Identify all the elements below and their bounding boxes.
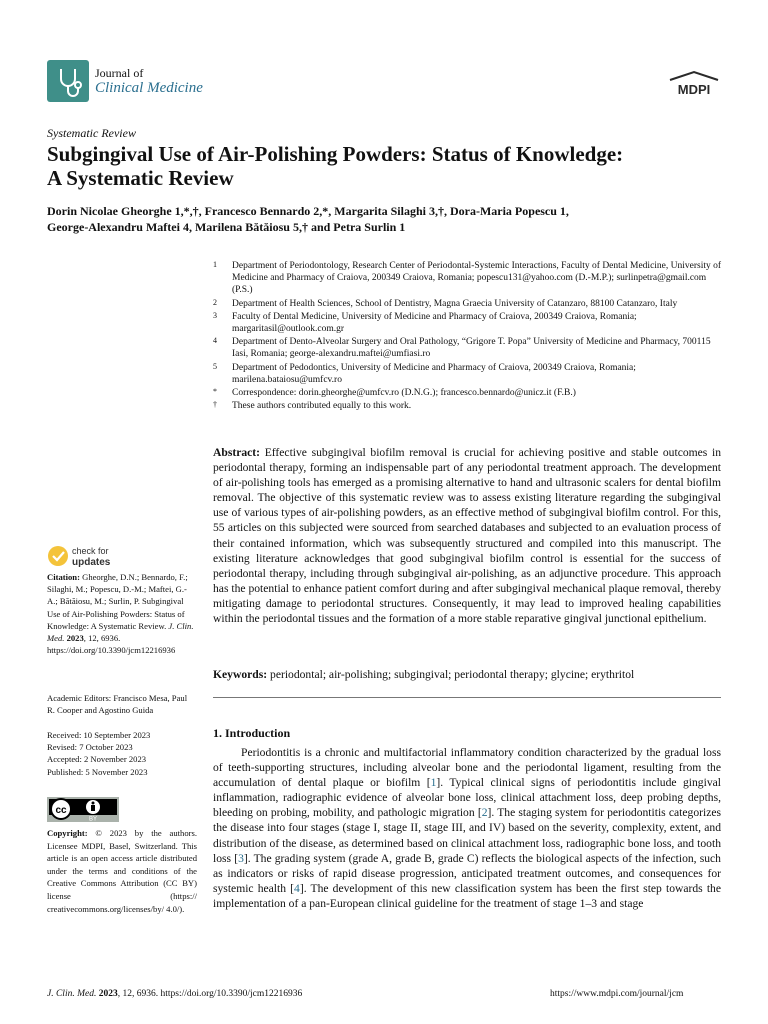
affiliation-item (213, 311, 728, 335)
affiliation-text: Department of Health Sciences, School of Dentistry, Magna Graecia University of Catanzaro, 88100 Catanzaro, Italy (232, 298, 678, 309)
abstract-text: Effective subgingival biofilm removal is crucial for achieving positive and stable outcomes in periodontal therapy, forming an indispensable part of any periodontal treatment approach. The development of air-polishing tools has emerged as a promising alternative to hand and ultrasonic scalers for dental biofilm removal. The objective of this systematic review was to assess existing literature regarding the subgingival use of various types of air-polishing powders, as an effective method of subgingival biofilm control. For this, 55 articles on this subjected were sourced from searched databases and subjected to an evaluation process of their contained information, which was subsequently structured and compiled into this manuscript. The existing literature acknowledges that good subgingival biofilm control is essential for the success of periodontal therapy, including through subgingival air-polishing, as an adjunctive procedure. This approach has the potential to enhance patient comfort during and after subgingival mechanical plaque removal, thereby mitigating damage to periodontal structures. Consequently, it may lead to improved healing capabilities within the periodontal tissues and the formation of a more stable reparative gingival junctional epithelium. (213, 446, 721, 626)
citation-volume[interactable]: , 12, 6936. https://doi.org/10.3390/jcm12216936 (47, 633, 176, 656)
affiliation-item (213, 387, 728, 399)
author-list (47, 203, 727, 235)
affiliation-num: 3 (213, 310, 217, 320)
footer-year: 2023 (98, 989, 118, 999)
citation (47, 571, 197, 656)
article-type: Systematic Review (47, 126, 136, 140)
abstract (213, 445, 721, 626)
footer-journal: J. Clin. Med. (47, 989, 97, 999)
cc-by-license-icon[interactable] (47, 797, 119, 822)
affiliation-item (213, 298, 728, 310)
copyright-text: © 2023 by the authors. Licensee MDPI, Basel, Switzerland. This article is an open access article distributed under the terms and conditions of the Creative Commons Attribution (CC BY) license (https:// creativecommons.org/licenses/by/ 4.0/). (47, 828, 197, 914)
intro-text-5: ]. The development of this new classification system has been the first step towards the implementation of a pan-European clinical guideline for the treatment of stage 1–3 and stage (213, 881, 721, 910)
authors-line-1 (47, 203, 727, 219)
affiliation-num: † (213, 400, 217, 410)
date-accepted: Accepted: 2 November 2023 (47, 754, 147, 765)
academic-editors: Academic Editors: Francisco Mesa, Paul R. Cooper and Agostino Guida (47, 693, 188, 716)
intro-text-4: ]. The grading system (grade A, grade B, grade C) reflects the biological aspects of the infection, such as indicators or risks of rapid disease progression, anticipated treatment outcomes, and consequences for systemic health [ (213, 851, 721, 895)
copyright-label: Copyright: (47, 828, 88, 838)
keywords (213, 667, 721, 682)
affiliation-text: Faculty of Dental Medicine, University of Medicine and Pharmacy of Craiova, 200349 Craiova, Romania; margaritasil@outlook.com.gr (232, 311, 637, 335)
intro-paragraph (213, 745, 721, 911)
intro-text-1: Periodontitis is a chronic and multifactorial inflammatory condition characterized by the gradual loss of teeth-supporting structures, including alveolar bone and the periodontal ligament, resulting from the accumulation of dental plaque or biofilm [ (213, 746, 721, 790)
journal-logo-icon (47, 60, 89, 102)
affiliation-text: These authors contributed equally to this work. (232, 401, 412, 412)
authors-text-1: Dorin Nicolae Gheorghe 1,*,†, Francesco Bennardo 2,*, Margarita Silaghi 3,†, Dora-Maria Popescu 1, (47, 204, 569, 218)
introduction-text (213, 745, 721, 911)
cc-by-label: BY (88, 816, 98, 822)
affiliation-item (213, 362, 728, 386)
cc-label: cc (55, 805, 67, 816)
check-line-1: check for (72, 546, 109, 556)
title-line-2: A Systematic Review (47, 166, 234, 190)
affiliation-text: Department of Periodontology, Research Center of Periodontal-Systemic Interactions, Faculty of Dental Medicine, University of Medicine and Pharmacy of Craiova, 200349 Craiova, Romania; popescu131@yahoo.com (D.-M.P.); surlinpetra@gmail.com (P.S.) (232, 261, 722, 296)
check-for-updates-button[interactable] (47, 543, 177, 569)
affiliation-num: 4 (213, 336, 217, 346)
ref-link-3[interactable]: 3 (238, 851, 244, 865)
ref-link-2[interactable]: 2 (481, 806, 488, 820)
citation-year: 2023 (66, 633, 84, 644)
abstract-label: Abstract: (213, 446, 261, 459)
affiliation-text: Correspondence: dorin.gheorghe@umfcv.ro (D.N.G.); francesco.bennardo@unicz.it (F.B.) (232, 388, 576, 399)
ref-link-4[interactable]: 4 (294, 881, 300, 895)
section-heading-introduction: 1. Introduction (213, 726, 291, 740)
citation-journal: J. Clin. Med. (47, 620, 194, 644)
footer-journal-url[interactable]: https://www.mdpi.com/journal/jcm (550, 989, 684, 999)
affiliation-num: * (213, 387, 217, 397)
citation-block (47, 571, 197, 665)
section-divider (213, 697, 721, 698)
check-line-2: updates (72, 557, 111, 568)
affiliation-num: 2 (213, 297, 217, 307)
citation-text: Gheorghe, D.N.; Bennardo, F.; Silaghi, M.; Popescu, D.-M.; Maftei, G.-A.; Bătăiosu, M.; Surlin, P. Subgingival Use of Air-Polishing Powders: Status of Knowledge: A Systematic Review. (47, 572, 188, 631)
title-line-1: Subgingival Use of Air-Polishing Powders: Status of Knowledge: (47, 142, 624, 166)
date-published: Published: 5 November 2023 (47, 766, 148, 777)
footer-citation (47, 989, 302, 999)
authors-line-2 (47, 219, 727, 235)
mdpi-logo-icon (666, 70, 722, 98)
intro-text-2: ]. Typical clinical signs of periodontitis include gingival inflammation, radiographic evidence of alveolar bone loss, clinical attachment loss, deep probing depths, bleeding on probing, mobility, and pathologic migration [ (213, 776, 721, 820)
footer-doi[interactable]: , 12, 6936. https://doi.org/10.3390/jcm12216936 (117, 989, 303, 999)
affiliation-text: Department of Dento-Alveolar Surgery and Oral Pathology, “Grigore T. Popa” University of Medicine and Pharmacy, 700115 Iasi, Romania; george-alexandru.maftei@umfiasi.ro (232, 337, 711, 360)
authors-text-2: George-Alexandru Maftei 4, Marilena Bătăiosu 5,† and Petra Surlin 1 (47, 220, 406, 234)
journal-name: Clinical Medicine (95, 80, 203, 96)
date-received: Received: 10 September 2023 (47, 730, 151, 740)
affiliation-item (213, 260, 728, 297)
affiliations (213, 260, 728, 413)
date-revised: Revised: 7 October 2023 (47, 742, 133, 753)
article-title (47, 142, 737, 190)
affiliation-num: 5 (213, 361, 217, 371)
check-updates-icon (48, 546, 68, 566)
affiliation-text: Department of Pedodontics, University of Medicine and Pharmacy of Craiova, 200349 Craiova, Romania; marilena.bataiosu@umfcv.ro (232, 362, 636, 385)
intro-text-3: ]. The staging system for periodontitis categorizes the disease into four stages (stage I, stage II, stage III, and IV) based on the severity, complexity, extent, and distribution of the disease, as determined based on clinical attachment loss, radiographic bone loss, and tooth loss [ (213, 806, 721, 865)
citation-label: Citation: (47, 572, 80, 582)
affiliation-num: 1 (213, 260, 217, 269)
publication-dates (47, 729, 197, 778)
journal-of-label: Journal of (95, 66, 144, 80)
publisher-name: MDPI (677, 82, 711, 97)
keywords-label: Keywords: (213, 668, 268, 681)
ref-link-1[interactable]: 1 (430, 776, 437, 790)
copyright-notice (47, 827, 197, 915)
affiliation-item (213, 400, 728, 412)
affiliation-item (213, 336, 728, 360)
keywords-text: periodontal; air-polishing; subgingival; periodontal therapy; glycine; erythritol (270, 668, 635, 681)
